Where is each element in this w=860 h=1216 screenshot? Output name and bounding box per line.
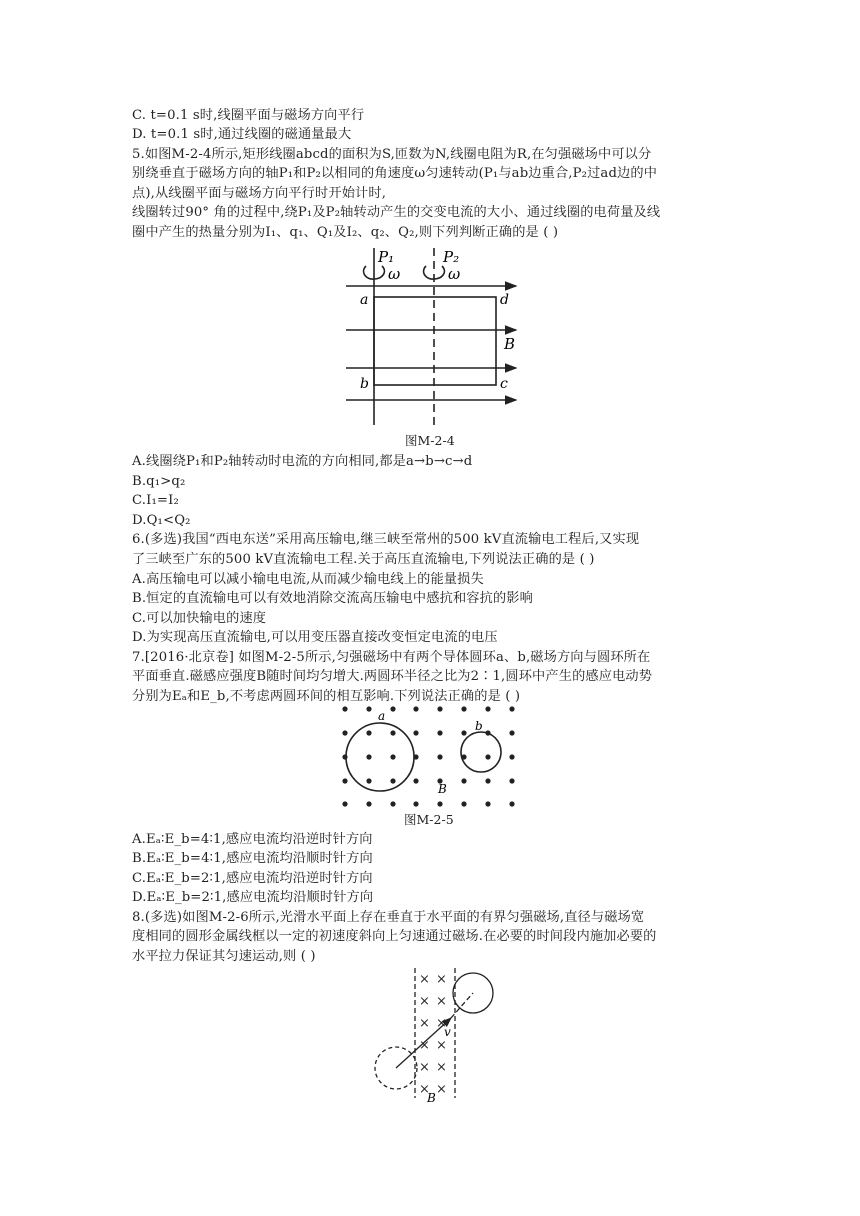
q5-stem-line1: 5.如图M-2-4所示,矩形线圈abcd的面积为S,匝数为N,线圈电阻为R,在匀强磁场中可以分: [132, 147, 652, 162]
field-cross: ×: [419, 1038, 430, 1053]
field-cross: ×: [419, 1082, 430, 1097]
label-omega-1: ω: [388, 265, 401, 283]
field-cross: ×: [419, 994, 430, 1009]
path-line: [451, 993, 473, 1018]
q7-stem-line2: 平面垂直.磁感应强度B随时间均匀增大.两圆环半径之比为2∶1,圆环中产生的感应电动势: [132, 669, 653, 684]
q8-stem-line3: 水平拉力保证其匀速运动,则 ( ): [132, 949, 316, 964]
field-cross: ×: [436, 1082, 447, 1097]
ring-b-label: b: [475, 719, 483, 733]
q6-stem-line2: 了三峡至广东的500 kV直流输电工程.关于高压直流输电,下列说法正确的是 ( ): [132, 552, 595, 567]
q8-stem-line2: 度相同的圆形金属线框以一定的初速度斜向上匀速通过磁场.在必要的时间段内施加必要的: [132, 929, 657, 944]
q5-option-a: A.线圈绕P₁和P₂轴转动时电流的方向相同,都是a→b→c→d: [132, 454, 473, 469]
q7-stem-line3: 分别为Eₐ和E_b,不考虑两圆环间的相互影响.下列说法正确的是 ( ): [132, 689, 521, 704]
field-cross: ×: [436, 1060, 447, 1075]
q6-option-b: B.恒定的直流输电可以有效地消除交流高压输电中感抗和容抗的影响: [132, 591, 533, 606]
q5-stem-line3: 点),从线圈平面与磁场方向平行时开始计时,: [132, 186, 387, 201]
field-label-b: B: [438, 782, 447, 796]
q7-stem-line1: 7.[2016·北京卷] 如图M-2-5所示,匀强磁场中有两个导体圆环a、b,磁场方向与圆环所在: [132, 650, 651, 665]
label-field-b: B: [504, 335, 516, 353]
velocity-label: v: [444, 1025, 451, 1039]
q5-stem-line4: 线圈转过90° 角的过程中,绕P₁及P₂轴转动产生的交变电流的大小、通过线圈的电荷量及线: [132, 205, 661, 220]
label-p1: P₁: [378, 248, 395, 266]
q7-option-b: B.Eₐ∶E_b=4∶1,感应电流均沿顺时针方向: [132, 851, 373, 866]
label-c: c: [500, 376, 508, 392]
q8-stem-line1: 8.(多选)如图M-2-6所示,光滑水平面上存在垂直于水平面的有界匀强磁场,直径与磁场宽: [132, 910, 645, 925]
figure-caption-m-2-4: 图M-2-4: [405, 433, 455, 448]
q6-option-d: D.为实现高压直流输电,可以用变压器直接改变恒定电流的电压: [132, 630, 498, 645]
q5-stem-line5: 圈中产生的热量分别为I₁、q₁、Q₁及I₂、q₂、Q₂,则下列判断正确的是 ( ): [132, 225, 559, 240]
option-d-q4: D. t=0.1 s时,通过线圈的磁通量最大: [132, 127, 352, 142]
field-cross: ×: [419, 972, 430, 987]
field-cross: ×: [419, 1060, 430, 1075]
q7-option-a: A.Eₐ∶E_b=4∶1,感应电流均沿逆时针方向: [132, 832, 373, 847]
q6-option-c: C.可以加快输电的速度: [132, 611, 267, 626]
q5-option-c: C.I₁=I₂: [132, 493, 179, 508]
q7-option-d: D.Eₐ∶E_b=2∶1,感应电流均沿顺时针方向: [132, 890, 374, 905]
ring-a-label: a: [378, 709, 386, 723]
field-cross: ×: [436, 994, 447, 1009]
q7-option-c: C.Eₐ∶E_b=2∶1,感应电流均沿逆时针方向: [132, 871, 373, 886]
label-p2: P₂: [443, 248, 460, 266]
field-cross: ×: [436, 1016, 447, 1031]
label-omega-2: ω: [448, 265, 461, 283]
figure-caption-m-2-5: 图M-2-5: [404, 812, 454, 827]
q5-option-d: D.Q₁<Q₂: [132, 513, 191, 528]
field-cross: ×: [436, 972, 447, 987]
q5-option-b: B.q₁>q₂: [132, 474, 186, 489]
q6-option-a: A.高压输电可以减小输电电流,从而减少输电线上的能量损失: [132, 572, 484, 587]
q5-stem-line2: 别绕垂直于磁场方向的轴P₁和P₂以相同的角速度ω匀速转动(P₁与ab边重合,P₂过ad边的中: [132, 166, 658, 181]
option-c-q4: C. t=0.1 s时,线圈平面与磁场方向平行: [132, 108, 365, 123]
label-b: b: [360, 376, 369, 392]
field-label-b: B: [427, 1091, 436, 1105]
field-cross: ×: [419, 1016, 430, 1031]
label-d: d: [500, 292, 509, 308]
label-a: a: [360, 292, 369, 308]
q6-stem-line1: 6.(多选)我国“西电东送”采用高压输电,继三峡至常州的500 kV直流输电工程后,又实现: [132, 532, 640, 547]
field-cross: ×: [436, 1038, 447, 1053]
